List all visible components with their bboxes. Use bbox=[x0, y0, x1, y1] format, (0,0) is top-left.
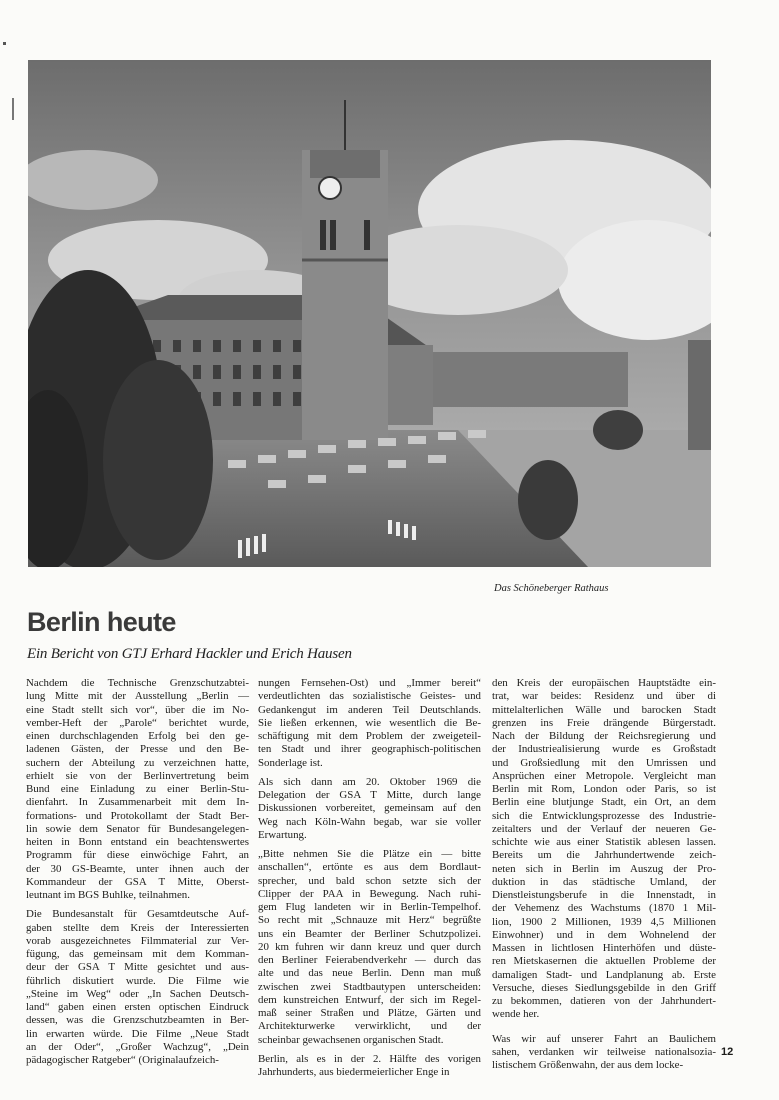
text-line: duktion in das städtische Umland, der bbox=[492, 875, 716, 888]
text-column-2 bbox=[258, 677, 481, 1079]
paragraph bbox=[492, 1033, 716, 1073]
text-line: scheinbar gewachsenen organischen Stadt. bbox=[258, 1033, 444, 1046]
text-line: ten Stadt und ihrer geographisch-politischen bbox=[258, 743, 481, 756]
text-line: leutnant im BGS Buhlke, teilnahmen. bbox=[26, 889, 190, 901]
text-line: vorab ausgezeichnetes Filmmaterial zur Ver- bbox=[26, 934, 249, 947]
text-line: Gedankengut im anderen Teil Deutschlands. bbox=[258, 703, 481, 716]
text-line: maß seiner Straßen und Plätze, Gärten und bbox=[258, 1007, 481, 1019]
text-line: schichte wie aus einer Statistik ablesen lassen. bbox=[492, 836, 716, 848]
text-line: Bereits um die Jahrhundertwende zeich- bbox=[492, 849, 716, 862]
text-line: deur der GSA T Mitte gesichtet und aus- bbox=[26, 961, 249, 974]
article-title: Berlin heute bbox=[27, 607, 176, 637]
article-byline: Ein Bericht von GTJ Erhard Hackler und Erich Hausen bbox=[27, 646, 352, 662]
text-line: Versuche, dieses Siedlungsgebilde in den Griff bbox=[492, 981, 716, 994]
text-line: Kommandeur der GSA T Mitte, Oberst- bbox=[26, 875, 249, 888]
paragraph bbox=[26, 908, 249, 1067]
text-line: zu bekommen, datieren von der Jahrhundert- bbox=[492, 995, 716, 1007]
text-line: Die Bundesanstalt für Gesamtdeutsche Auf- bbox=[26, 908, 249, 921]
text-line: Delegation der GSA T Mitte, durch lange bbox=[258, 789, 481, 801]
text-line: Architekturwerke verwirklicht, und der bbox=[258, 1020, 481, 1033]
paragraph bbox=[258, 776, 481, 842]
text-line: Was wir auf unserer Fahrt an Baulichem bbox=[492, 1032, 716, 1045]
text-line: lung Mitte mit der Ausstellung „Berlin — bbox=[26, 690, 249, 703]
text-line: einen durchschlagenden Erfolg bei den ge- bbox=[26, 730, 249, 742]
text-line: zwischen zwei Stadtbautypen unterscheiden: bbox=[258, 980, 481, 993]
text-line: erhielt sie von der Berlinvertretung beim bbox=[26, 769, 249, 782]
text-line: vember-Heft der „Parole“ berichtet wurde, bbox=[26, 716, 249, 729]
text-line: Berlin, als es in der 2. Hälfte des vorigen bbox=[258, 1052, 481, 1065]
text-line: lin erwarten würde. Die Filme „Neue Stadt bbox=[26, 1027, 249, 1040]
text-line: Als sich dann am 20. Oktober 1969 die bbox=[258, 775, 481, 788]
text-line: sich die Entwicklungsprozesse des Industrie- bbox=[492, 809, 716, 822]
text-line: pädagogischer Ratgeber“ (Originalaufzeich- bbox=[26, 1054, 219, 1066]
text-line: heiten in Bonn entstand ein beachtenswertes bbox=[26, 836, 249, 848]
text-line: Clipper der PAA in Bewegung. Nach ruhi- bbox=[258, 887, 481, 900]
text-line: der 30 GS-Beamte, unter ihnen auch der bbox=[26, 862, 249, 875]
text-line: alte und das neue Berlin. Denn man muß bbox=[258, 967, 481, 980]
text-line: Berlin mit Rom, London oder Paris, so ist bbox=[492, 783, 716, 795]
text-line: lin sowie dem Senator für Bundesangelegen- bbox=[26, 822, 249, 835]
text-line: grenzen ins Freie drängende Bürgerstadt. bbox=[492, 716, 716, 729]
text-line: sahen, verdanken wir teilweise nationalsozia- bbox=[492, 1045, 716, 1058]
text-line: suchern der Abteilung zu verzeichnen hatte, bbox=[26, 756, 249, 769]
text-line: an der Oder“, „Großer Wachzug“, „Dein bbox=[26, 1040, 249, 1053]
text-line: 20 km fuhren wir dann kreuz und quer durch bbox=[258, 940, 481, 953]
text-line: Dienstleistungsberufe in die Innenstadt, in bbox=[492, 889, 716, 901]
scan-mark bbox=[3, 42, 6, 45]
scan-mark bbox=[12, 98, 14, 120]
photo-caption: Das Schöneberger Rathaus bbox=[494, 583, 609, 594]
text-line: Ansprüchen einer Metropole. Vergleicht man bbox=[492, 769, 716, 782]
text-line: sprecher, und bald schon setzte sich der bbox=[258, 874, 481, 887]
text-line: der Vehemenz des Wachstums (1870 1 Mil- bbox=[492, 902, 716, 915]
text-line: Sonderlage ist. bbox=[258, 756, 323, 769]
text-line: zeitalters und der Verlauf der neueren Ge- bbox=[492, 822, 716, 835]
text-line: land“ gaben einen ersten optischen Eindruck bbox=[26, 1001, 249, 1013]
text-line: Einwohner) und in dem Wohnelend der bbox=[492, 928, 716, 941]
text-line: ren Mietskasernen die aktuellen Probleme der bbox=[492, 955, 716, 968]
paragraph bbox=[26, 677, 249, 902]
text-line: führlich diskutiert wurde. Die Filme wie bbox=[26, 974, 249, 987]
text-line: schäftigung mit dem Problem der zweigeteil- bbox=[258, 730, 481, 742]
text-line: den Kreis der europäischen Hauptstädte ein- bbox=[492, 677, 716, 689]
text-line: „Bitte nehmen Sie die Plätze ein — bitte bbox=[258, 848, 481, 860]
text-line: gaben stellte dem Kreis der Interessierten bbox=[26, 921, 249, 934]
text-line: formations- und Protokollamt der Stadt Ber- bbox=[26, 809, 249, 822]
text-line: nungen Fernsehen-Ost) und „Immer bereit“ bbox=[258, 677, 481, 689]
text-line: Programm für diese einwöchige Fahrt, an bbox=[26, 849, 249, 862]
text-line: uns ein Beamter der Berliner Schutzpolizei. bbox=[258, 927, 481, 940]
text-line: Jahrhunderts, aus biedermeierlicher Enge in bbox=[258, 1066, 450, 1078]
text-line: fügung, das gemeinsam mit dem Komman- bbox=[26, 948, 249, 960]
paragraph bbox=[258, 677, 481, 770]
text-line: den Berliner Feierabendverkehr — durch das bbox=[258, 954, 481, 966]
rathaus-photo bbox=[28, 60, 711, 567]
paragraph bbox=[258, 1053, 481, 1080]
rathaus-photo-image bbox=[28, 60, 711, 567]
text-line: neten sich in Berlin im Auszug der Pro- bbox=[492, 862, 716, 875]
text-line: eine Stadt stellt sich vor“, über die im No- bbox=[26, 703, 249, 716]
text-line: Diskussionen vorbereitet, gemeinsam auf den bbox=[258, 802, 481, 815]
text-line: mittelalterlichen Wälle und barocken Stadt bbox=[492, 703, 716, 716]
text-line: lion, 1900 2 Millionen, 1939 4,5 Millionen bbox=[492, 915, 716, 928]
text-line: trat, war beides: Residenz und über di bbox=[492, 690, 716, 703]
text-line: Erwartung. bbox=[258, 828, 307, 841]
text-line: Nachdem die Technische Grenzschutzabtei- bbox=[26, 677, 249, 689]
text-line: Weg nach Köln-Wahn begab, war sie voller bbox=[258, 815, 481, 828]
text-line: ladenen Gästen, der Presse und den Be- bbox=[26, 743, 249, 756]
text-line: So recht mit „Schnauze mit Herz“ begrüßte bbox=[258, 914, 481, 927]
text-line: anschallen“, ertönte es aus dem Bordlaut- bbox=[258, 861, 481, 874]
text-line: verdeutlichten das sozialistische Geistes- und bbox=[258, 690, 481, 703]
text-line: dessen, was die Grenzschutzbeamten in Ber- bbox=[26, 1014, 249, 1027]
page-number: 12 bbox=[721, 1046, 734, 1058]
text-line: Berlin eine blutjunge Stadt, ein Ort, an dem bbox=[492, 796, 716, 809]
paragraph bbox=[258, 848, 481, 1047]
text-line: Sie ließen erkennen, wie wesentlich die Be- bbox=[258, 716, 481, 729]
text-line: und Großsiedlung mit den Umrissen und bbox=[492, 756, 716, 769]
text-line: dienfahrt. In Zusammenarbeit mit dem In- bbox=[26, 796, 249, 809]
text-line: gem Flug landeten wir in Berlin-Tempelhof. bbox=[258, 901, 481, 913]
text-line: der Industriealisierung wurde es Großstadt bbox=[492, 743, 716, 756]
text-line: listischem Größenwahn, der aus dem locke- bbox=[492, 1059, 684, 1071]
text-line: damaligen Stadt- und Landplanung ab. Erste bbox=[492, 968, 716, 981]
text-line: „Steine im Weg“ oder „In Sachen Deutsch- bbox=[26, 987, 249, 1000]
text-column-1 bbox=[26, 677, 249, 1067]
paragraph bbox=[492, 677, 716, 1022]
text-line: Massen in lichtlosen Hinterhöfen und düste- bbox=[492, 942, 716, 954]
text-line: Bund eine Einladung zu einer Berlin-Stu- bbox=[26, 783, 249, 795]
text-line: dem kunstreichen Entwurf, der sich im Regel- bbox=[258, 993, 481, 1006]
text-line: wende her. bbox=[492, 1008, 540, 1021]
text-line: Nach der Bildung der Reichsregierung und bbox=[492, 730, 716, 742]
text-column-3 bbox=[492, 677, 716, 1072]
